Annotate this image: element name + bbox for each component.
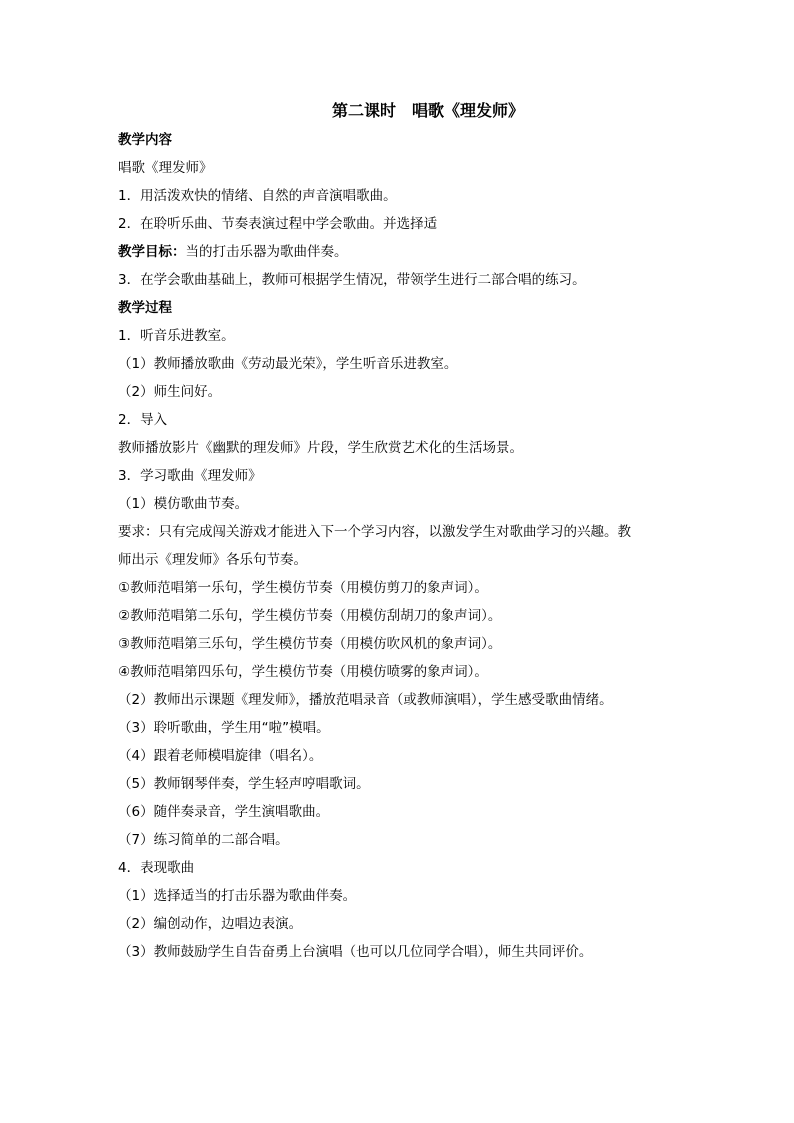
goal-line: [118, 238, 698, 266]
goal-label: 教学目标：: [118, 244, 186, 260]
paragraph-line: ③教师范唱第三乐句，学生模仿节奏（用模仿吹风机的象声词）。: [118, 636, 502, 652]
paragraph-line: （1）模仿歌曲节奏。: [118, 496, 249, 512]
paragraph-line: （3）教师鼓励学生自告奋勇上台演唱（也可以几位同学合唱），师生共同评价。: [118, 944, 593, 960]
paragraph-line: 要求：只有完成闯关游戏才能进入下一个学习内容，以激发学生对歌曲学习的兴趣。教: [118, 524, 631, 540]
section-heading-content: 教学内容: [118, 132, 172, 148]
paragraph-line: 2．在聆听乐曲、节奏表演过程中学会歌曲。并选择适: [118, 216, 438, 232]
paragraph-line: 1．用活泼欢快的情绪、自然的声音演唱歌曲。: [118, 188, 397, 204]
paragraph-line: ②教师范唱第二乐句，学生模仿节奏（用模仿刮胡刀的象声词）。: [118, 608, 502, 624]
paragraph-line: （4）跟着老师模唱旋律（唱名）。: [118, 748, 323, 764]
paragraph-line: 唱歌《理发师》: [118, 160, 213, 176]
paragraph-line: 教师播放影片《幽默的理发师》片段，学生欣赏艺术化的生活场景。: [118, 440, 523, 456]
paragraph-line: （6）随伴奏录音，学生演唱歌曲。: [118, 804, 330, 820]
paragraph-line: 2．导入: [118, 412, 168, 428]
section-heading-process: 教学过程: [118, 300, 172, 316]
paragraph-line: ①教师范唱第一乐句，学生模仿节奏（用模仿剪刀的象声词）。: [118, 580, 488, 596]
paragraph-line: （1）选择适当的打击乐器为歌曲伴奏。: [118, 888, 357, 904]
paragraph-line: （2）师生问好。: [118, 384, 222, 400]
paragraph-line: 3．学习歌曲《理发师》: [118, 468, 262, 484]
paragraph-line: 1．听音乐进教室。: [118, 328, 235, 344]
paragraph-line: （3）聆听歌曲，学生用“啦”模唱。: [118, 720, 330, 736]
paragraph-line: （7）练习简单的二部合唱。: [118, 832, 289, 848]
paragraph-line: （2）编创动作，边唱边表演。: [118, 916, 303, 932]
goal-text: 当的打击乐器为歌曲伴奏。: [185, 244, 348, 260]
paragraph-line: ④教师范唱第四乐句，学生模仿节奏（用模仿喷雾的象声词）。: [118, 664, 488, 680]
document-page: [118, 96, 698, 966]
paragraph-line: （1）教师播放歌曲《劳动最光荣》，学生听音乐进教室。: [118, 356, 458, 372]
paragraph-line: （2）教师出示课题《理发师》，播放范唱录音（或教师演唱），学生感受歌曲情绪。: [118, 692, 613, 708]
paragraph-line: （5）教师钢琴伴奏，学生轻声哼唱歌词。: [118, 776, 370, 792]
paragraph-line: 师出示《理发师》各乐句节奏。: [118, 552, 307, 568]
paragraph-line: 3．在学会歌曲基础上，教师可根据学生情况，带领学生进行二部合唱的练习。: [118, 272, 586, 288]
paragraph-line: 4．表现歌曲: [118, 860, 195, 876]
page-title: 第二课时 唱歌《理发师》: [331, 101, 524, 120]
